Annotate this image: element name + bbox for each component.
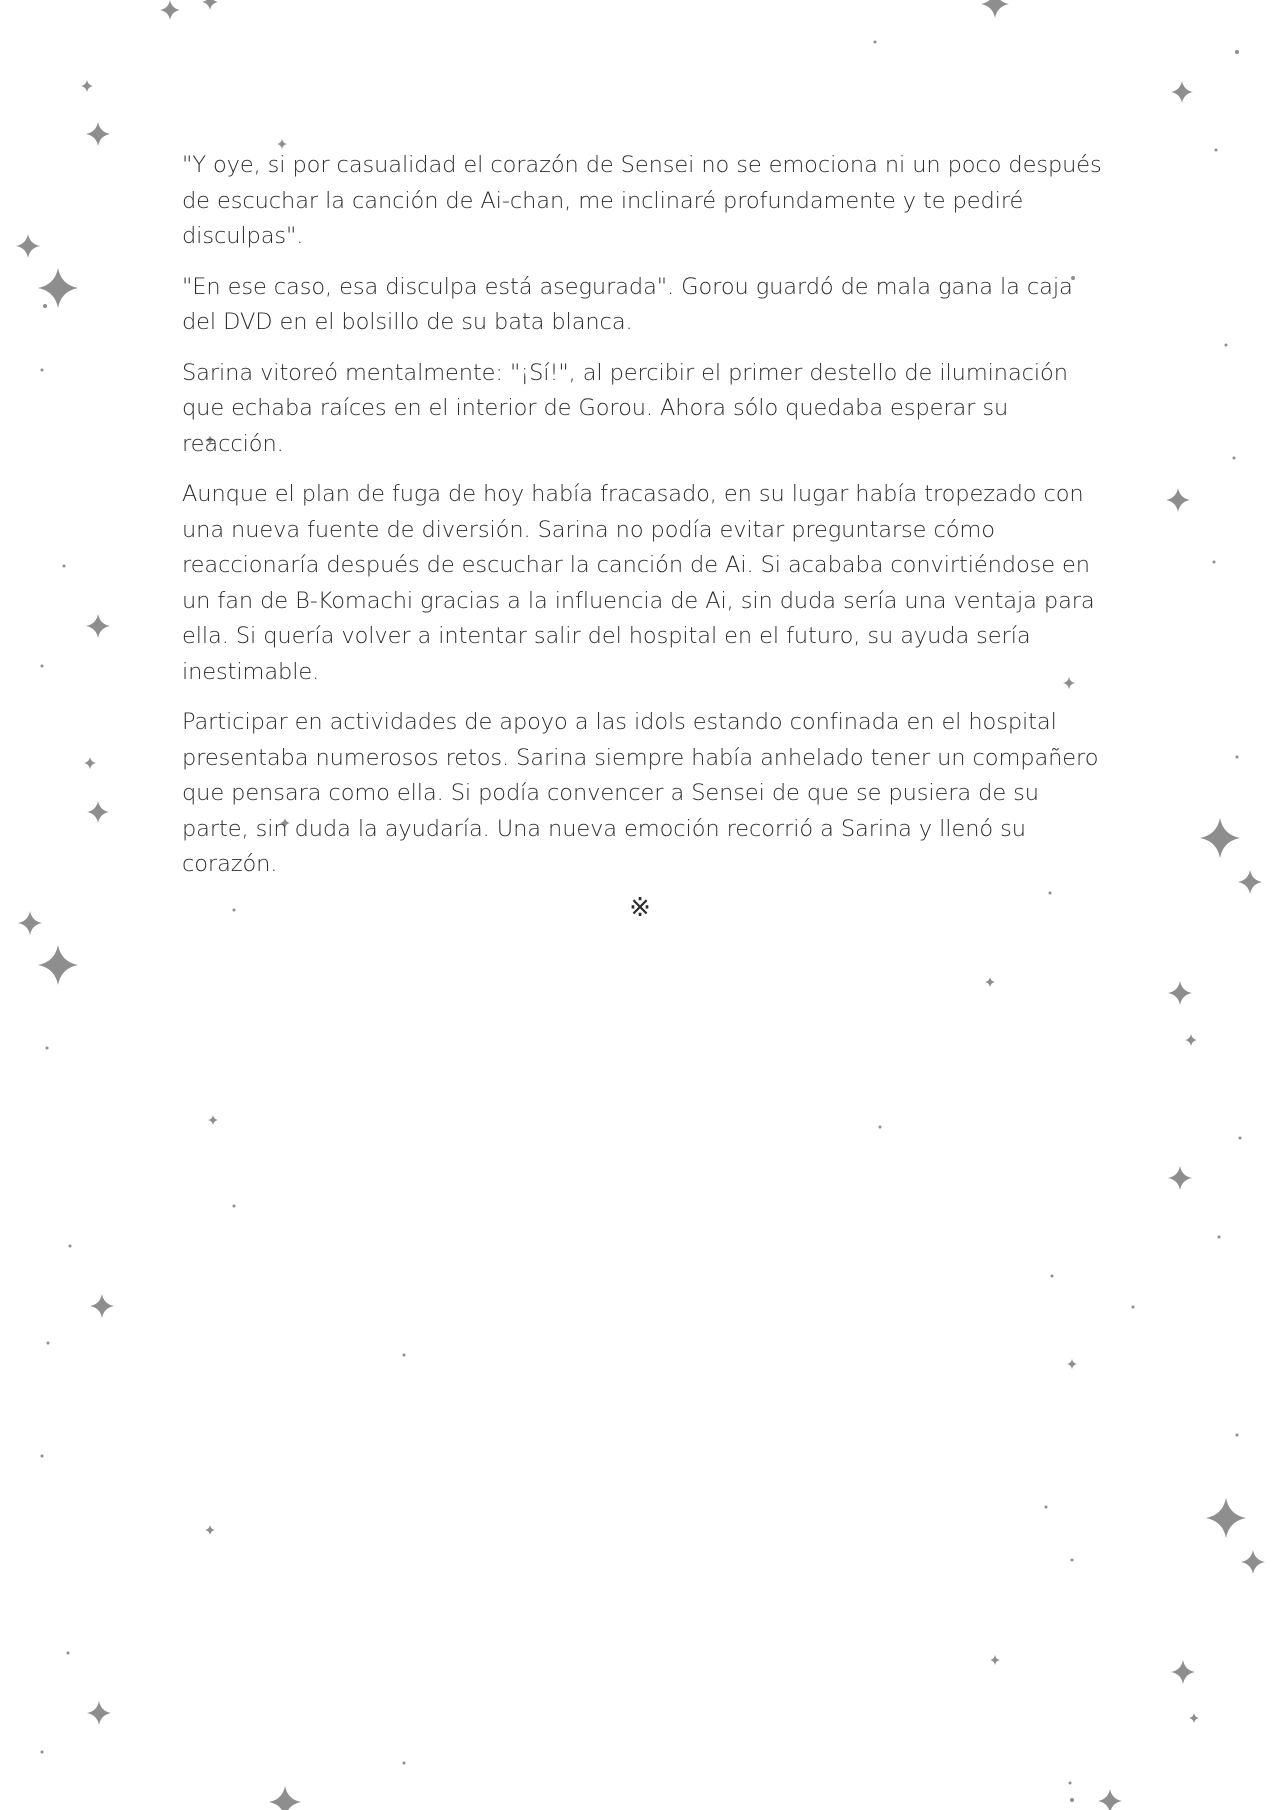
sparkle-icon [1098,1789,1122,1810]
sparkle-icon [16,234,40,258]
sparkle-icon [1069,1782,1072,1785]
sparkle-icon [1233,457,1236,460]
sparkle-icon [985,977,995,987]
sparkle-icon [1067,1359,1077,1369]
sparkle-icon [990,1655,1000,1665]
sparkle-icon [1171,1660,1195,1684]
sparkle-icon [1241,1550,1265,1574]
sparkle-icon [205,1525,215,1535]
sparkle-icon [1235,50,1239,54]
sparkle-icon [208,1115,218,1125]
sparkle-icon [41,1455,44,1458]
sparkle-icon [90,1294,114,1318]
sparkle-icon [403,1354,406,1357]
sparkle-icon [1168,1166,1192,1190]
scene-break-mark: ※ [629,893,651,923]
sparkle-icon [233,1205,236,1208]
sparkle-icon [1213,561,1216,564]
sparkle-icon [879,1126,882,1129]
sparkle-icon [41,665,44,668]
sparkle-icon [86,614,110,638]
page-body [182,148,1102,898]
sparkle-icon [69,1245,72,1248]
sparkle-icon [47,1342,50,1345]
paragraph-5: Participar en actividades de apoyo a las idols estando confinada en el hospital presentaba numerosos retos. Sarina siempre había anhelado tener un compañero que pensara como ella. Si podía convencer a Sensei de que se pusiera de su parte, sin duda la ayudaría. Una nueva emoción recorrió a Sarina y llenó su corazón. [182,709,1099,877]
sparkle-icon [81,80,93,92]
sparkle-icon [38,268,78,308]
sparkle-icon [46,1047,49,1050]
sparkle-icon [84,757,96,769]
sparkle-icon [38,945,78,985]
sparkle-icon [41,369,44,372]
sparkle-icon [67,1652,70,1655]
sparkle-icon [1045,1506,1048,1509]
sparkle-icon [1189,1713,1199,1723]
sparkle-icon [1132,1306,1135,1309]
sparkle-icon [1185,1034,1197,1046]
sparkle-icon [86,122,110,146]
sparkle-icon [269,1786,301,1810]
sparkle-icon [41,1751,44,1754]
sparkle-icon [1071,1559,1074,1562]
sparkle-icon [1236,1434,1239,1437]
sparkle-icon [403,1762,406,1765]
sparkle-icon [874,41,877,44]
sparkle-icon [1051,1275,1054,1278]
paragraph-2: "En ese caso, esa disculpa está asegurada". Gorou guardó de mala gana la caja del DVD en el bolsillo de su bata blanca. [182,273,1073,335]
sparkle-icon [1070,1798,1074,1802]
sparkle-icon [1166,488,1190,512]
sparkle-icon [87,801,109,823]
sparkle-icon [1171,81,1193,103]
paragraph-4: Aunque el plan de fuga de hoy había fracasado, en su lugar había tropezado con una nueva fuente de diversión. Sarina no podía evitar preguntarse cómo reaccionaría después de escuchar la canción de Ai. Si acababa convirtiéndose en un fan de B-Komachi gracias a la influencia de Ai, sin duda sería una ventaja para ella. Si quería volver a intentar salir del hospital en el futuro, su ayuda sería inestimable. [182,481,1095,685]
sparkle-icon [63,565,66,568]
sparkle-icon [160,0,180,20]
paragraph-1: "Y oye, si por casualidad el corazón de Sensei no se emociona ni un poco después de escuchar la canción de Ai-chan, me inclinaré profundamente y te pediré disculpas". [182,152,1102,249]
sparkle-icon [87,1701,111,1725]
sparkle-icon [1239,1137,1242,1140]
sparkle-icon [1218,1236,1221,1239]
paragraph-3: Sarina vitoreó mentalmente: "¡Sí!", al percibir el primer destello de iluminación que echaba raíces en el interior de Gorou. Ahora sólo quedaba esperar su reacción. [182,359,1068,457]
sparkle-icon [981,0,1009,18]
sparkle-icon [1200,818,1240,858]
sparkle-icon [43,304,47,308]
sparkle-icon [1215,149,1218,152]
sparkle-icon [1168,981,1192,1005]
sparkle-icon [1206,1498,1246,1538]
sparkle-icon [1225,344,1228,347]
sparkle-icon [1238,870,1262,894]
sparkle-icon [202,0,218,10]
sparkle-icon [1236,756,1239,759]
